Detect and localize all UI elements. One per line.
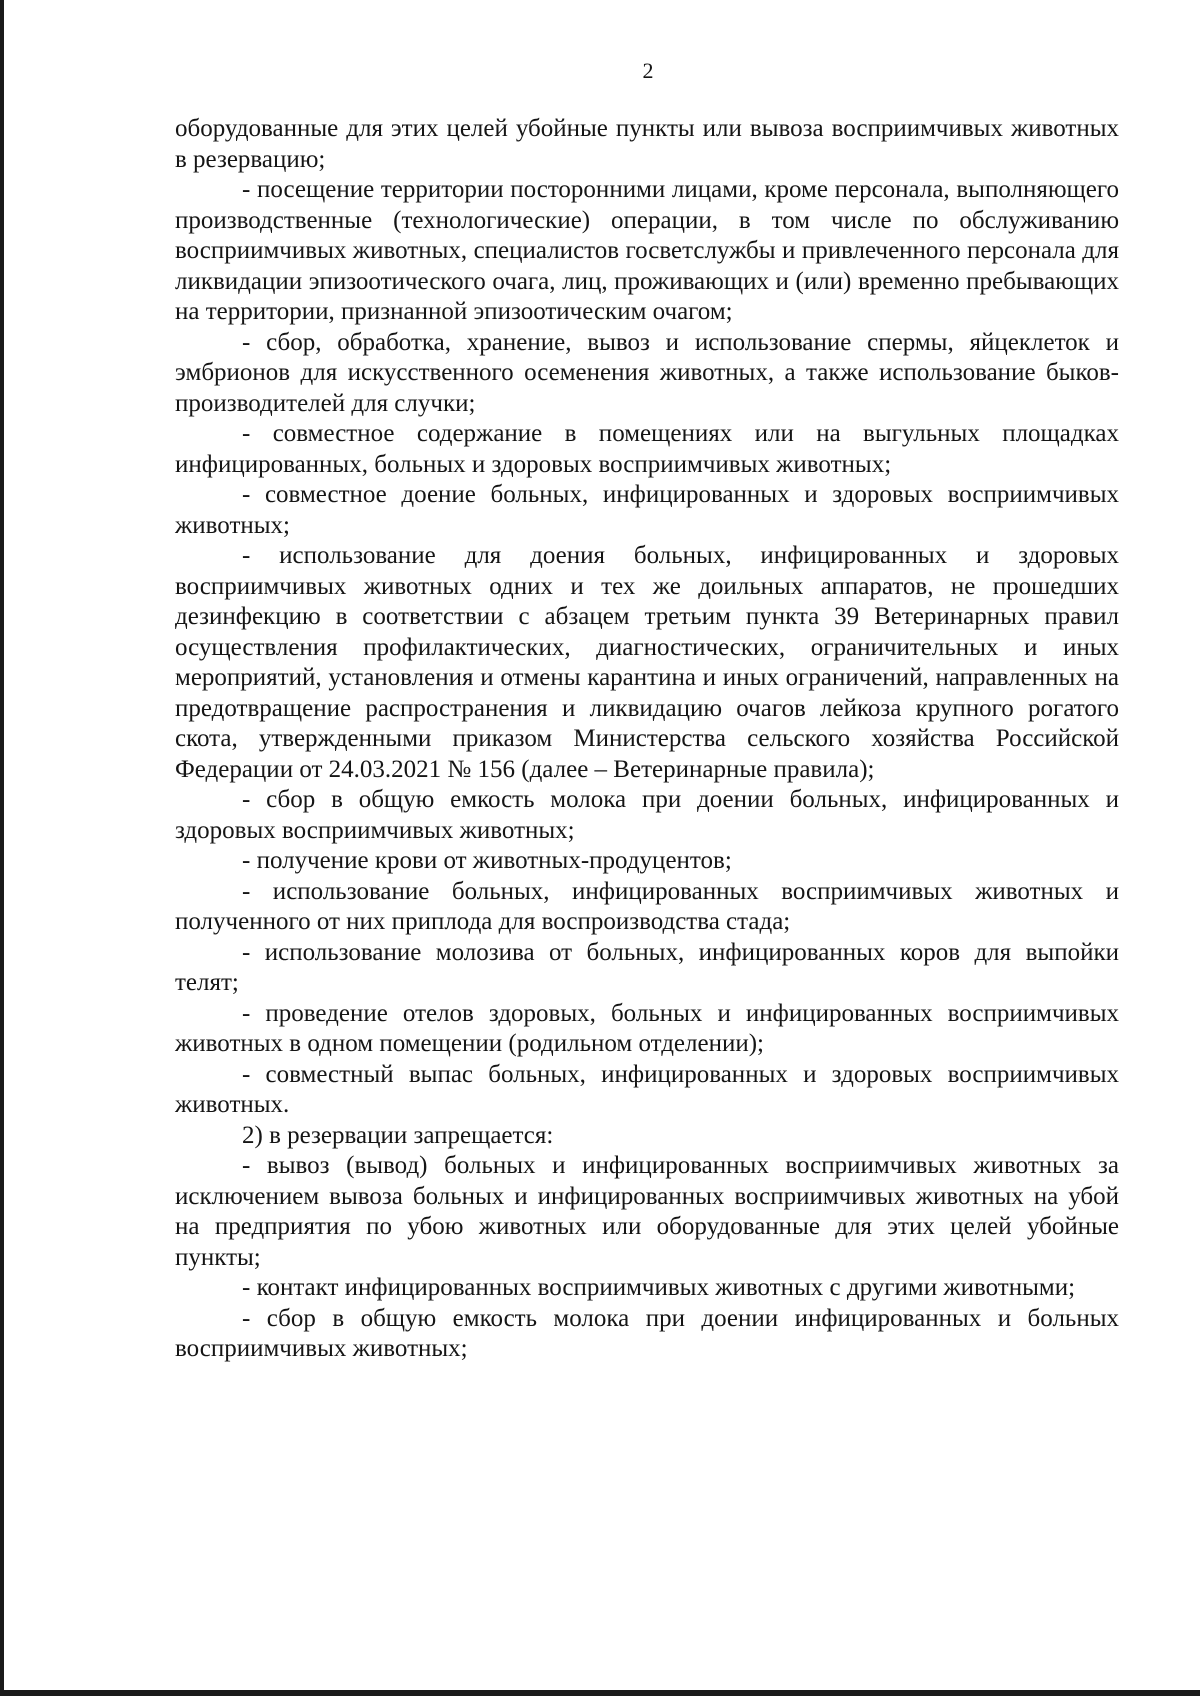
paragraph-blood-ban: - получение крови от животных-продуцентов; xyxy=(242,847,732,874)
document-body xyxy=(175,114,1119,1365)
paragraph-reproduction-ban: - использование больных, инфицированных восприимчивых животных и полученного от них приплода для воспроизводства стада; xyxy=(175,877,1119,935)
paragraph-colostrum-ban: - использование молозива от больных, инфицированных коров для выпойки телят; xyxy=(175,938,1119,996)
page-number: 2 xyxy=(642,58,654,83)
paragraph-calving-ban: - проведение отелов здоровых, больных и инфицированных восприимчивых животных в одном помещении (родильном отделении); xyxy=(175,999,1119,1057)
scan-border-left xyxy=(0,0,4,1696)
paragraph-grazing-ban: - совместный выпас больных, инфицированных и здоровых восприимчивых животных. xyxy=(175,1060,1119,1118)
paragraph-continuation: оборудованные для этих целей убойные пункты или вывоза восприимчивых животных в резервацию; xyxy=(175,115,1119,173)
paragraph-reservation-milk-ban: - сбор в общую емкость молока при доении инфицированных и больных восприимчивых животных; xyxy=(175,1304,1119,1362)
scan-border-bottom xyxy=(0,1690,1200,1696)
paragraph-joint-milking-ban: - совместное доение больных, инфицированных и здоровых восприимчивых животных; xyxy=(175,481,1119,539)
paragraph-visitors-ban: - посещение территории посторонними лицами, кроме персонала, выполняющего производственные (технологические) операции, в том числе по обслуживанию восприимчивых животных, специалистов госветслужбы и привлеченного персонала для ликвидации эпизоотического очага, лиц, проживающих и (или) временно пребывающих на территории, признанной эпизоотическим очагом; xyxy=(175,176,1119,325)
paragraph-joint-keeping-ban: - совместное содержание в помещениях или на выгульных площадках инфицированных, больных и здоровых восприимчивых животных; xyxy=(175,420,1119,478)
paragraph-sperm-ban: - сбор, обработка, хранение, вывоз и использование спермы, яйцеклеток и эмбрионов для искусственного осеменения животных, а также использование быков-производителей для случки; xyxy=(175,328,1119,417)
paragraph-reservation-heading: 2) в резервации запрещается: xyxy=(242,1121,554,1149)
paragraph-contact-ban: - контакт инфицированных восприимчивых животных с другими животными; xyxy=(242,1274,1076,1301)
paragraph-milk-collection-ban: - сбор в общую емкость молока при доении больных, инфицированных и здоровых восприимчивых животных; xyxy=(175,786,1119,844)
paragraph-milking-equipment-ban: - использование для доения больных, инфицированных и здоровых восприимчивых животных одних и тех же доильных аппаратов, не прошедших дезинфекцию в соответствии с абзацем третьим пункта 39 Ветеринарных правил осуществления профилактических, диагностических, ограничительных и иных мероприятий, установления и отмены карантина и иных ограничений, направленных на предотвращение распространения и ликвидацию очагов лейкоза крупного рогатого скота, утвержденными приказом Министерства сельского хозяйства Российской Федерации от 24.03.2021 № 156 (далее – Ветеринарные правила); xyxy=(175,542,1119,783)
paragraph-removal-ban: - вывоз (вывод) больных и инфицированных восприимчивых животных за исключением вывоза больных и инфицированных восприимчивых животных на убой на предприятия по убою животных или оборудованные для этих целей убойные пункты; xyxy=(175,1152,1119,1271)
